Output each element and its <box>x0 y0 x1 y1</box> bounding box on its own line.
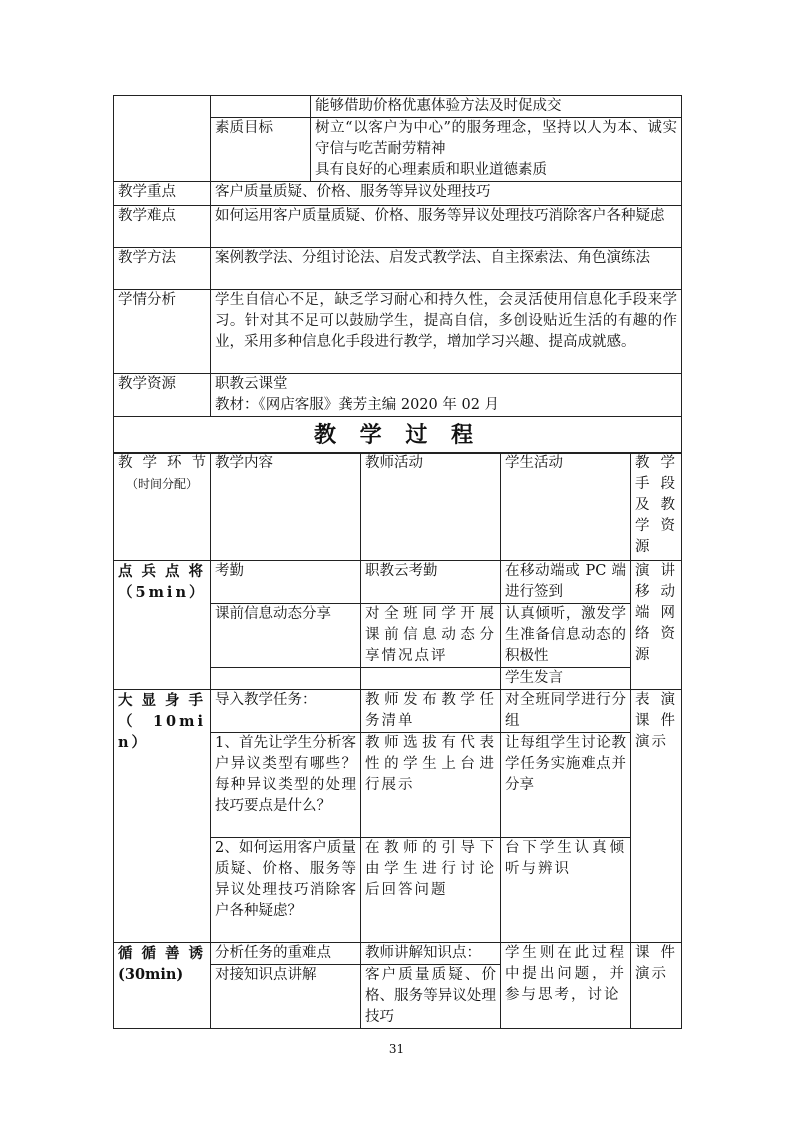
header-student: 学生活动 <box>501 453 631 561</box>
methods-text: 案例教学法、分组讨论法、启发式教学法、自主探索法、角色演练法 <box>211 248 682 290</box>
content-cell: 课前信息动态分享 <box>211 604 361 668</box>
stage-time: （10min） <box>118 713 206 751</box>
learner-analysis-label: 学情分析 <box>114 290 211 374</box>
difficulties-label: 教学难点 <box>114 206 211 248</box>
quality-goal-line: 具有良好的心理素质和职业道德素质 <box>315 162 547 178</box>
stage-name: 循循善诱 <box>118 945 206 962</box>
teacher-cell: 在教师的引导下由学生进行讨论后回答问题 <box>361 838 501 943</box>
content-cell <box>211 668 361 690</box>
teaching-process-table <box>113 452 682 1029</box>
methods-label: 教学方法 <box>114 248 211 290</box>
table-row <box>114 690 682 733</box>
student-cell: 学生则在此过程中提出问题，并参与思考，讨论 <box>501 943 631 1029</box>
student-cell: 对全班同学进行分组 <box>501 690 631 733</box>
quality-goal-text <box>311 118 682 182</box>
page-number: 31 <box>388 1042 405 1056</box>
student-cell: 在移动端或 PC 端进行签到 <box>501 561 631 604</box>
student-cell: 学生发言 <box>501 668 631 690</box>
header-stage-label: 教 学 环 节 <box>118 455 206 471</box>
stage-time: (30min) <box>118 966 184 983</box>
empty-cell <box>114 96 211 182</box>
header-content: 教学内容 <box>211 453 361 561</box>
resource-line: 职教云课堂 <box>215 376 288 392</box>
means-cell: 课件演示 <box>631 943 682 1029</box>
empty-cell <box>211 96 311 118</box>
table-row <box>114 943 682 965</box>
student-cell: 认真倾听，激发学生准备信息动态的积极性 <box>501 604 631 668</box>
means-cell: 演讲移动端网络资源 <box>631 561 682 690</box>
header-row <box>114 453 682 561</box>
content-cell: 分析任务的重难点 <box>211 943 361 965</box>
means-cell: 表演课件演示 <box>631 690 682 943</box>
resources-text <box>211 374 682 417</box>
teacher-cell <box>361 668 501 690</box>
difficulties-text: 如何运用客户质量质疑、价格、服务等异议处理技巧消除客户各种疑虑 <box>211 206 682 248</box>
process-title: 教 学 过 程 <box>114 417 682 454</box>
table-row <box>114 561 682 604</box>
teacher-cell: 教师选拔有代表性的学生上台进行展示 <box>361 733 501 838</box>
resources-label: 教学资源 <box>114 374 211 417</box>
stage-time: （5min） <box>118 584 207 601</box>
stage-name: 大显身手 <box>118 692 206 709</box>
content-cell: 2、如何运用客户质量质疑、价格、服务等异议处理技巧消除客户各种疑虑？ <box>211 838 361 943</box>
student-cell: 台下学生认真倾听与辨识 <box>501 838 631 943</box>
header-teacher: 教师活动 <box>361 453 501 561</box>
teacher-cell: 教师发布教学任务清单 <box>361 690 501 733</box>
quality-goal-label: 素质目标 <box>211 118 311 182</box>
content-cell: 1、首先让学生分析客户异议类型有哪些？每种异议类型的处理技巧要点是什么？ <box>211 733 361 838</box>
stage-cell <box>114 690 211 943</box>
teacher-cell: 教师讲解知识点： <box>361 943 501 965</box>
skill-goal-tail: 能够借助价格优惠体验方法及时促成交 <box>311 96 682 118</box>
header-means: 教学手段及教学资源 <box>631 453 682 561</box>
teacher-cell: 客户质量质疑、价格、服务等异议处理技巧 <box>361 965 501 1029</box>
stage-name: 点兵点将 <box>118 563 206 580</box>
resource-line: 教材：《网店客服》龚芳主编 2020 年 02 月 <box>215 397 500 413</box>
key-points-text: 客户质量质疑、价格、服务等异议处理技巧 <box>211 182 682 206</box>
stage-cell <box>114 943 211 1029</box>
quality-goal-line: 树立“以客户为中心”的服务理念，坚持以人为本、诚实守信与吃苦耐劳精神 <box>315 120 677 157</box>
teacher-cell: 对全班同学开展课前信息动态分享情况点评 <box>361 604 501 668</box>
header-stage <box>114 453 211 561</box>
key-points-label: 教学重点 <box>114 182 211 206</box>
teacher-cell: 职教云考勤 <box>361 561 501 604</box>
stage-cell <box>114 561 211 690</box>
content-cell: 考勤 <box>211 561 361 604</box>
lesson-plan-info-table <box>113 95 682 454</box>
learner-analysis-text: 学生自信心不足，缺乏学习耐心和持久性，会灵活使用信息化手段来学习。针对其不足可以鼓励学生，提高自信，多创设贴近生活的有趣的作业，采用多种信息化手段进行教学，增加学习兴趣、提高成就感。 <box>211 290 682 374</box>
header-stage-note: （时间分配） <box>125 477 198 491</box>
content-cell: 对接知识点讲解 <box>211 965 361 1029</box>
content-cell: 导入教学任务： <box>211 690 361 733</box>
student-cell: 让每组学生讨论教学任务实施难点并分享 <box>501 733 631 838</box>
